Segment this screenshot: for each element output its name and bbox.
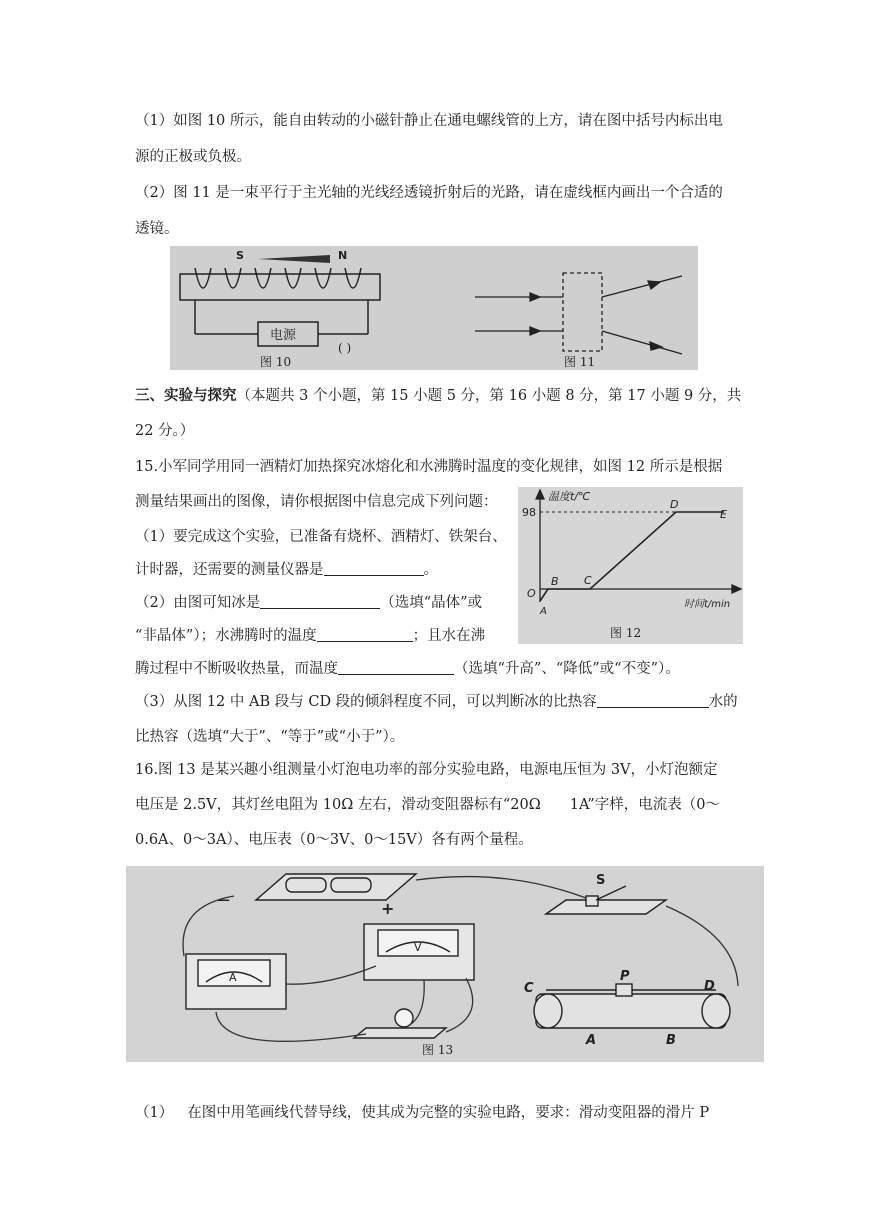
fig13-switch-label: S <box>596 873 606 888</box>
figure-13-circuit <box>126 866 764 1062</box>
fig12-point-d: D <box>670 498 679 511</box>
answer-blank-instrument <box>324 561 424 576</box>
fig11-rays <box>475 276 682 354</box>
fig12-y98-label: 98 <box>522 506 536 519</box>
answer-blank-boiling-temp <box>317 627 413 642</box>
fig12-ylabel: 温度t/℃ <box>548 490 591 503</box>
fig10-caption: 图 10 <box>260 355 292 369</box>
fig13-terminal-a: A <box>586 1033 597 1048</box>
fig13-slider-p: P <box>620 969 630 984</box>
fig13-bulb <box>354 1009 446 1038</box>
fig11-caption: 图 11 <box>564 355 596 369</box>
q15-sub2-line1: （2）由图可知冰是 （选填“晶体”或 <box>135 595 483 611</box>
fig12-curve <box>540 512 724 601</box>
q14-part2-line1: （2）图 11 是一束平行于主光轴的光线经透镜折射后的光路，请在虚线框内画出一个合适的 <box>135 185 723 201</box>
fig12-point-a: A <box>540 606 547 617</box>
fig13-caption: 图 13 <box>422 1043 454 1057</box>
fig13-terminal-c: C <box>524 981 534 996</box>
q16-line2: 电压是 2.5V，其灯丝电阻为 10Ω 左右，滑动变阻器标有“20Ω 1A”字样，电流表（0～ <box>135 797 720 813</box>
fig12-point-c: C <box>584 574 592 587</box>
fig13-ammeter-label: A <box>229 971 237 984</box>
section3-heading <box>135 386 741 406</box>
answer-blank-crystal <box>260 594 380 609</box>
fig10-s-label: S <box>236 249 244 262</box>
q15-intro-line1: 15.小军同学用同一酒精灯加热探究冰熔化和水沸腾时温度的变化规律，如图 12 所示是根据 <box>135 459 723 475</box>
fig13-battery <box>256 874 416 900</box>
fig10-source-label: 电源 <box>270 328 297 343</box>
fig12-origin: O <box>527 587 536 600</box>
q16-sub1: （1） 在图中用笔画线代替导线，使其成为完整的实验电路，要求：滑动变阻器的滑片 P <box>135 1105 710 1121</box>
q15-sub3-line2: 比热容（选填“大于”、“等于”或“小于”）。 <box>135 729 405 745</box>
figure-10-11 <box>170 246 698 370</box>
fig10-compass-needle <box>258 255 330 263</box>
q15-sub3-line1: （3）从图 12 中 AB 段与 CD 段的倾斜程度不同，可以判断冰的比热容 水的 <box>135 694 738 710</box>
section3-desc: （本题共 3 个小题，第 15 小题 5 分，第 16 小题 8 分，第 17 小题 9 分，共 <box>236 388 742 404</box>
answer-blank-temperature-change <box>338 660 454 675</box>
fig13-battery-minus: − <box>216 890 232 911</box>
section3-title: 三、实验与探究 <box>135 387 237 404</box>
fig13-rheostat <box>534 984 730 1028</box>
fig10-polarity-bracket: ( ) <box>338 341 352 355</box>
q16-line1: 16.图 13 是某兴趣小组测量小灯泡电功率的部分实验电路，电源电压恒为 3V，小灯泡额定 <box>135 762 718 778</box>
fig12-point-b: B <box>551 575 559 588</box>
figure-12-graph <box>518 487 743 644</box>
fig11-dashed-box <box>563 273 602 351</box>
fig13-battery-plus: + <box>381 899 395 918</box>
answer-blank-specific-heat <box>597 693 709 708</box>
q15-intro-line2: 测量结果画出的图像，请你根据图中信息完成下列问题： <box>135 494 498 510</box>
q16-line3: 0.6A、0～3A）、电压表（0～3V、0～15V）各有两个量程。 <box>135 832 533 848</box>
section3-desc-line2: 22 分。） <box>135 423 195 439</box>
q14-part2-line2: 透镜。 <box>135 221 179 237</box>
fig13-terminal-b: B <box>666 1033 676 1048</box>
q15-sub2-line2: “非晶体”）；水沸腾时的温度 ；且水在沸 <box>135 628 486 644</box>
fig12-point-e: E <box>720 508 727 521</box>
q14-part1-line1: （1）如图 10 所示，能自由转动的小磁针静止在通电螺线管的上方，请在图中括号内标出电 <box>135 113 723 129</box>
fig13-terminal-d: D <box>704 979 715 994</box>
q14-part1-line2: 源的正极或负极。 <box>135 149 251 165</box>
q15-sub1-line2: 计时器，还需要的测量仪器是 。 <box>135 562 438 578</box>
fig12-caption: 图 12 <box>610 626 642 640</box>
q15-sub1-line1: （1）要完成这个实验，已准备有烧杯、酒精灯、铁架台、 <box>135 529 507 545</box>
q15-sub2-line3: 腾过程中不断吸收热量，而温度 （选填“升高”、“降低”或“不变”）。 <box>135 661 680 677</box>
fig10-n-label: N <box>338 249 348 262</box>
fig12-xlabel: 时间t/min <box>684 599 731 610</box>
fig13-voltmeter-label: V <box>414 941 422 954</box>
